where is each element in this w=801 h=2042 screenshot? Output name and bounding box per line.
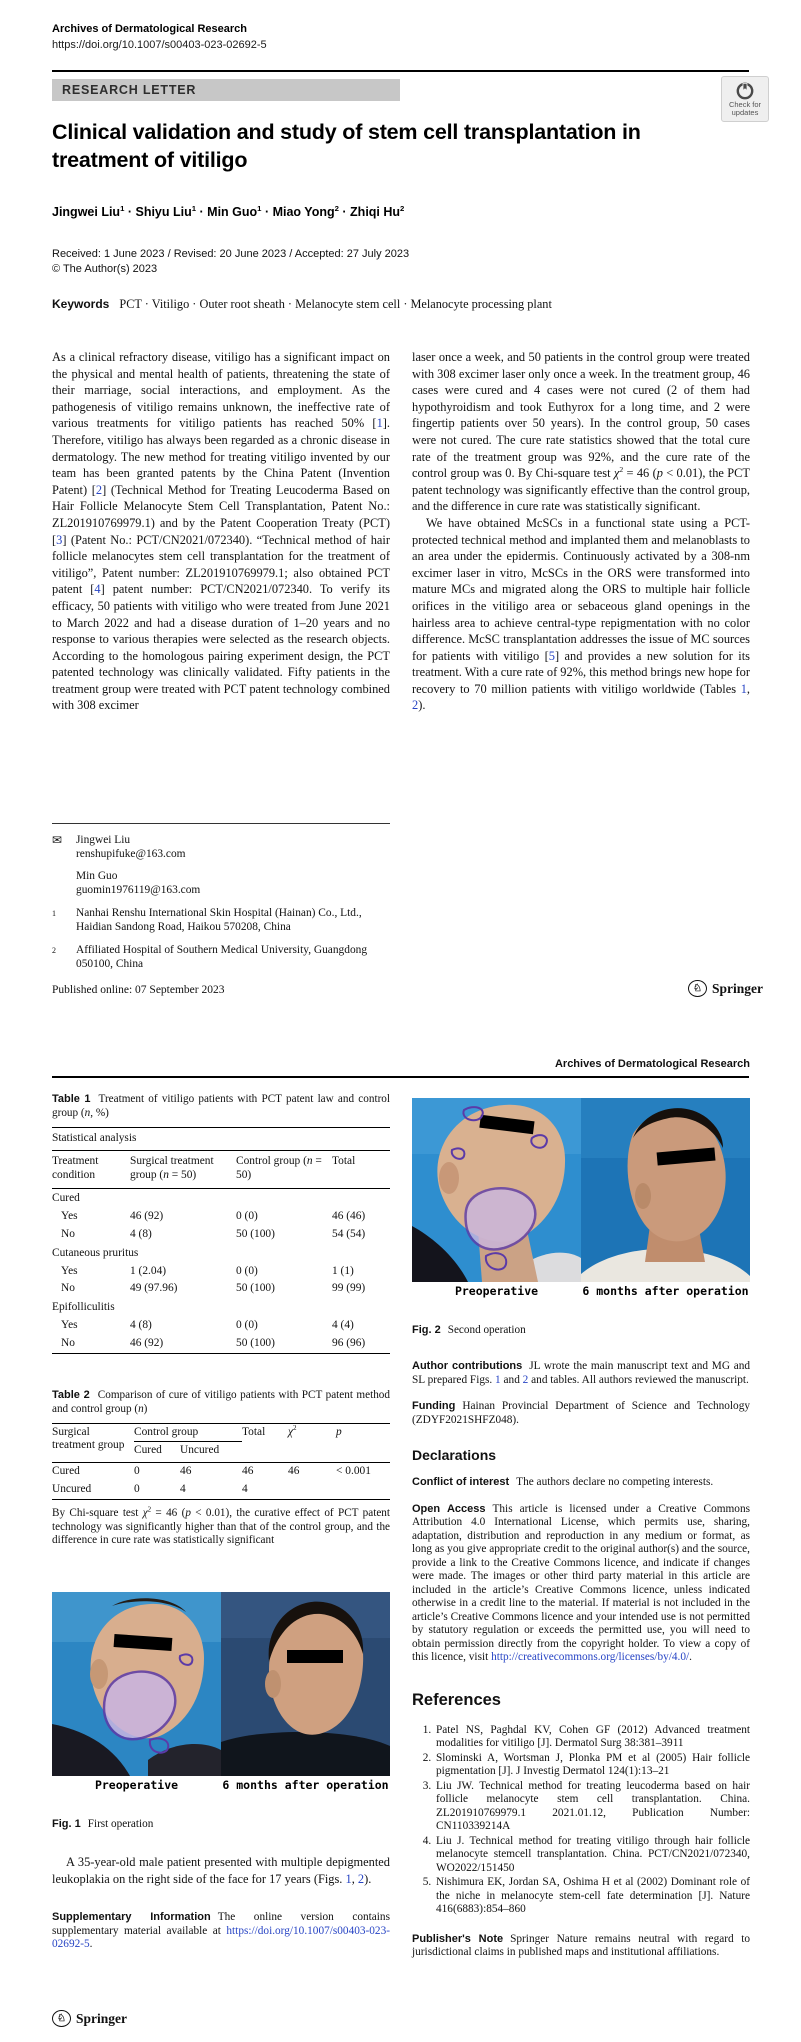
table-cell: 4 (242, 1482, 248, 1495)
body-column-left (52, 349, 390, 714)
figure-1-labels (52, 1776, 390, 1794)
table-cell: 46 (92) (130, 1210, 164, 1223)
link[interactable]: 2 (412, 698, 419, 713)
table-cell: No (61, 1282, 75, 1295)
table-cell: $\chi^2$ (288, 1423, 336, 1463)
table-row (52, 1280, 390, 1298)
check-for-updates-badge[interactable] (721, 76, 769, 122)
table2-caption: Table 2 Comparison of cure of vitiligo patients with PCT patent method and control group (n) (52, 1388, 390, 1415)
affiliation-text: Affiliated Hospital of Southern Medical University, Guangdong 050100, China (76, 944, 368, 970)
table-row (52, 1263, 390, 1281)
fig1-left-label: Preoperative (94, 1778, 179, 1793)
table-cell (336, 1481, 390, 1499)
table-cell: No (61, 1227, 75, 1240)
link[interactable]: 4 (94, 582, 101, 597)
table-cell: Epifolliculitis (52, 1301, 115, 1314)
link[interactable]: 1 (740, 681, 747, 696)
table-cell: 0 (0) (236, 1264, 258, 1277)
table-cell: Cutaneous pruritus (52, 1246, 139, 1259)
table-cell (288, 1481, 336, 1499)
table-cell: 96 (96) (332, 1336, 366, 1349)
table-cell: 0 (134, 1465, 140, 1478)
table-cell: 0 (0) (236, 1210, 258, 1223)
table-cell: No (61, 1336, 75, 1349)
table-cell: Yes (61, 1210, 78, 1223)
case-paragraph: A 35-year-old male patient presented with multiple depigmented leukoplakia on the right side of the face for 17 years (Figs. 1, 2). (52, 1855, 390, 1886)
page-1 (0, 0, 801, 1008)
table-header-row (52, 1423, 390, 1442)
table-cell: 49 (97.96) (130, 1282, 178, 1295)
table-cell: 54 (54) (332, 1227, 366, 1240)
header-rule (52, 70, 749, 72)
springer-wordmark: Springer (76, 2010, 128, 2026)
table-cell: 99 (99) (332, 1282, 366, 1295)
reference-item: 1. Patel NS, Paghdal KV, Cohen GF (2012) Advanced treatment modalities for vitiligo [J]. Dermatol Surg 38:381–3911 (434, 1724, 750, 1751)
table-cell: Surgical treatment group (n = 50) (130, 1150, 236, 1189)
conflict-label: Conflict of interest (412, 1476, 510, 1488)
table-cell: 4 (8) (130, 1227, 152, 1240)
table-cell: Statistical analysis (52, 1128, 390, 1151)
fig1-postoperative-photo (221, 1592, 390, 1776)
copyright-line: © The Author(s) 2023 (52, 263, 158, 275)
link[interactable]: 2 (95, 482, 103, 497)
article-title: Clinical validation and study of stem cell transplantation in treatment of vitiligo (52, 120, 641, 172)
badge-text: Check for updates (728, 99, 762, 117)
funding-label: Funding (412, 1400, 456, 1412)
footnote-rule (52, 823, 390, 824)
open-access: Open Access This article is licensed under a Creative Commons Attribution 4.0 International License, which permits use, sharing, adaptation, distribution and reproduction in any medium or format, as long as you give appropriate credit to the original author(s) and the source, provide a link to the Creative Commons licence, and indicate if changes were made. The images or other third party material in this article are included in the article’s Creative Commons licence, unless indicated otherwise in a credit line to the material. If material is not included in the article’s Creative Commons licence and your intended use is not permitted by statutory regulation or exceeds the permitted use, you will need to obtain permission directly from the copyright holder. To view a copy of this licence, visit http://creativecommons.org/licenses/by/4.0/. (412, 1502, 750, 1663)
table-cell: Cured (52, 1192, 80, 1205)
body-paragraph: laser once a week, and 50 patients in the control group were treated with 308 excimer laser only once a week. In the treatment group, 46 cases were cured and 4 cases were not cured (2 of them had hypothyroidism and took Euthyrox for a long time, and 2 were fingertip patients over 50 years). In the control group, 50 cases were not cured. The cure rate statistics showed that the total cure rate of the treatment group was 92%, and the cure rate of the control group was 0. By Chi-square test $\chi^2 = 46$ (p < 0.01), the PCT patent technology was significantly effective than the control group, and the difference in cure rate was statistically significant. (412, 350, 751, 514)
fig1-caption-label: Fig. 1 (52, 1818, 81, 1831)
article-type-banner (52, 79, 400, 101)
corresponding-author (52, 833, 390, 861)
publishers-note-label: Publisher's Note (412, 1932, 504, 1945)
table-row (52, 1128, 390, 1151)
springer-horse-icon: ♘ (52, 2010, 71, 2027)
received-dates: Received: 1 June 2023 / Revised: 20 June 2023 / Accepted: 27 July 2023 (52, 248, 410, 260)
published-online: Published online: 07 September 2023 (52, 984, 225, 996)
email-icon: ✉ (52, 833, 63, 847)
figure-2-caption: Fig. 2 Second operation (412, 1324, 526, 1336)
supplementary-information: Supplementary Information The online version contains supplementary material available at https://doi.org/10.1007/s00403-023-02692-5. (52, 1911, 390, 1951)
table-cell: 4 (4) (332, 1318, 354, 1331)
supplementary-label: Supplementary Information (52, 1911, 211, 1924)
table-cell: 46 (288, 1465, 300, 1478)
funding: Funding Hainan Provincial Department of Science and Technology (ZDYF2021SHFZ048). (412, 1400, 750, 1426)
link[interactable]: 5 (548, 648, 555, 663)
table-row (52, 1298, 390, 1317)
table-row (52, 1244, 390, 1263)
table-cell: 50 (100) (236, 1227, 275, 1240)
keywords-line (52, 297, 749, 312)
table-row (52, 1226, 390, 1244)
affiliation-number: 2 (52, 946, 56, 955)
table-2 (52, 1423, 390, 1500)
table-row (52, 1317, 390, 1335)
table-row (52, 1481, 390, 1499)
correspondence-block (52, 833, 390, 971)
page2-column-left (52, 1092, 390, 1965)
reference-item: 3. Liu JW. Technical method for treating leucoderma based on hair follicle melanocyte stem cell transplantation. China. ZL201910769979.1 2021.01.12, Publication Number: CN110339214A (434, 1780, 750, 1834)
corresponding-author-email[interactable]: renshupifuke@163.com (76, 848, 186, 860)
table-cell: 46 (46) (332, 1210, 366, 1223)
author-contributions: Author contributions JL wrote the main manuscript text and MG and SL prepared Figs. 1 and 2 and tables. All authors reviewed the manuscript. (412, 1360, 751, 1386)
table-cell: Total (332, 1150, 390, 1189)
springer-horse-icon: ♘ (688, 980, 707, 997)
table-cell: 50 (100) (236, 1336, 275, 1349)
corresponding-author-name: Jingwei Liu (76, 834, 131, 846)
table-cell: 1 (2.04) (130, 1264, 167, 1277)
fig2-left-label: Preoperative (454, 1284, 539, 1298)
running-head: Archives of Dermatological Research (554, 1058, 750, 1070)
table-cell: Control group (n = 50) (236, 1150, 332, 1189)
reference-item: 5. Nishimura EK, Jordan SA, Oshima H et al (2002) Dominant role of the niche in melanocyte stem-cell fate determination [J]. Nature 416(6883):854–860 (434, 1876, 750, 1917)
table2-label: Table 2 (52, 1388, 90, 1401)
link[interactable]: 1 (495, 1373, 501, 1386)
figure-2-photos (412, 1098, 750, 1282)
declarations-heading: Declarations (412, 1447, 497, 1463)
table-cell: Uncured (180, 1442, 242, 1463)
table-cell: Total (242, 1423, 288, 1463)
table-cell: 1 (1) (332, 1264, 354, 1277)
table-cell: 46 (180, 1465, 192, 1478)
table-cell: 4 (8) (130, 1318, 152, 1331)
article-type-label: RESEARCH LETTER (62, 83, 197, 97)
table-cell: 0 (0) (236, 1318, 258, 1331)
corresponding-author (52, 869, 390, 897)
keywords-label: Keywords (52, 297, 110, 311)
figure-1-caption: Fig. 1 First operation (52, 1818, 154, 1831)
reference-item: 4. Liu J. Technical method for treating vitiligo through hair follicle melanocyte stemcell transplantation. China. PCT/CN2021/072340, WO2022/151450 (434, 1835, 750, 1876)
figure-1 (52, 1592, 390, 1794)
body-paragraph: We have obtained McSCs in a functional state using a PCT-protected technical method and implanted them and melanoblasts to an area under the epidermis. Continuously activated by a 308-nm excimer laser in vitro, McSCs in the ORS were transformed into mature MCs and migrated along the ORS to multiple hair follicle orifices in the vitiligo area or sebaceous gland openings in the hairless area to achieve central-type repigmentation with no color difference. McSC transplantation addresses the issue of MC sources for patients with vitiligo [5] and provides a new solution for its treatment. With a cure rate of 92%, this method brings new hope for recovery to 70 million patients with vitiligo worldwide (Tables 1, 2). (412, 515, 750, 713)
doi-link[interactable]: https://doi.org/10.1007/s00403-023-02692-5 (52, 39, 267, 51)
publishers-note: Publisher's Note Springer Nature remains neutral with regard to jurisdictional claims in published maps and institutional affiliations. (412, 1932, 750, 1958)
table-cell: Yes (61, 1264, 78, 1277)
corresponding-author-name: Min Guo (76, 870, 118, 882)
table-cell: Uncured (52, 1482, 92, 1495)
figure-2 (412, 1098, 750, 1300)
fig2-right-label: 6 months after operation (582, 1284, 749, 1298)
link[interactable]: 1 (345, 1871, 352, 1886)
figure-2-labels (412, 1282, 750, 1300)
link[interactable]: http://creativecommons.org/licenses/by/4.0/ (491, 1651, 690, 1663)
page-2 (0, 1016, 801, 2042)
table-cell: < 0.001 (336, 1465, 371, 1478)
fig1-preoperative-photo (52, 1592, 221, 1776)
affiliation (52, 906, 390, 934)
body-paragraph: As a clinical refractory disease, vitiligo has a significant impact on the physical and mental health of patients, threatening the state of their marriage, social interactions, and employment. As the pathogenesis of vitiligo remains unknown, the ineffective rate of various treatments for vitiligo patients has reached 50% [1]. Therefore, vitiligo has always been regarded as a chronic disease in dermatology. The new method for treating vitiligo invented by our team has been granted patents by the China Patent (Invention Patent) [2] (Technical Method for Treating Leucoderma Based on Hair Follicle Melanocyte Stem Cell Transplantation, Patent No.: ZL201910769979.1) and by the Patent Cooperation Treaty (PCT) [3] (Patent No.: PCT/CN2021/072340). “Technical method of hair follicle melanocytes stem cell transplantation for the treatment of vitiligo”, Patent number: ZL201910769979.1; also obtained PCT patent [4] patent number: PCT/CN2021/072340. To verify its efficacy, 50 patients with vitiligo who were treated from June 2021 to March 2022 and had a disease duration of 1–20 years and no response to various therapies were selected as the research objects. According to the homologous pairing experiment design, the PCT patented technology was clinically validated. Fifty patients in the treatment group were treated with PCT patent technology combined with 308 excimer (52, 350, 391, 713)
running-head-rule (52, 1076, 749, 1078)
table-cell: Cured (52, 1465, 80, 1478)
references-heading: References (412, 1690, 501, 1709)
figure-1-photos (52, 1592, 390, 1776)
body-column-right (412, 349, 750, 714)
fig2-postoperative-photo (581, 1098, 750, 1282)
open-access-label: Open Access (412, 1502, 486, 1515)
table2-footnote: By Chi-square test $\chi^2 = 46$ (p < 0.01), the curative effect of PCT patent technology was significantly higher than that of the control group, and the difference in cure rate was statistically significant (52, 1505, 390, 1547)
table-1 (52, 1127, 390, 1354)
author-contributions-label: Author contributions (412, 1360, 523, 1372)
link[interactable]: 3 (56, 532, 63, 547)
authors-line: Jingwei Liu$^1$ · Shiyu Liu$^1$ · Min Guo$^1$ · Miao Yong$^2$ · Zhiqi Hu$^2$ (52, 203, 405, 219)
table-row (52, 1335, 390, 1353)
table-cell: 0 (134, 1482, 140, 1495)
fig2-caption-label: Fig. 2 (412, 1324, 441, 1336)
table-cell: Treatment condition (52, 1150, 130, 1189)
table-cell: Surgical treatment group (52, 1423, 134, 1463)
table-header-row (52, 1150, 390, 1189)
table-cell: 50 (100) (236, 1282, 275, 1295)
table-row (52, 1208, 390, 1226)
table-cell: Yes (61, 1318, 78, 1331)
page2-column-right (412, 1098, 750, 1973)
conflict-of-interest: Conflict of interest The authors declare no competing interests. (412, 1476, 714, 1488)
table-cell: 4 (180, 1482, 186, 1495)
link[interactable]: 2 (522, 1373, 529, 1386)
springer-logo (688, 980, 763, 997)
affiliation (52, 943, 390, 971)
table-cell: 46 (92) (130, 1336, 164, 1349)
table1-label: Table 1 (52, 1093, 91, 1105)
table-cell: Control group (134, 1423, 242, 1442)
keywords-text: PCT · Vitiligo · Outer root sheath · Melanocyte stem cell · Melanocyte processing plant (119, 297, 552, 311)
springer-wordmark: Springer (712, 980, 764, 996)
table-cell: 46 (242, 1465, 254, 1478)
fig1-right-label: 6 months after operation (222, 1778, 389, 1793)
springer-logo (52, 2010, 127, 2027)
table-row (52, 1189, 390, 1208)
table-cell: p (336, 1423, 390, 1463)
table-row (52, 1463, 390, 1481)
table-cell: Cured (134, 1442, 180, 1463)
affiliation-number: 1 (52, 909, 56, 918)
link[interactable]: https://doi.org/10.1007/s00403-023-02692-5 (52, 1924, 390, 1951)
fig2-preoperative-photo (412, 1098, 581, 1282)
table1-caption: Table 1 Treatment of vitiligo patients with PCT patent law and control group (n, %) (52, 1093, 390, 1119)
reference-item: 2. Slominski A, Wortsman J, Plonka PM et al (2005) Hair follicle pigmentation [J]. J Investig Dermatol 124(1):13–21 (434, 1752, 750, 1779)
reference-list (412, 1724, 750, 1917)
corresponding-author-email[interactable]: guomin1976119@163.com (76, 884, 201, 896)
link[interactable]: 2 (357, 1871, 365, 1886)
affiliation-text: Nanhai Renshu International Skin Hospital (Hainan) Co., Ltd., Haidian Sandong Road, Haikou 570208, China (76, 907, 362, 933)
update-ring-icon (735, 81, 755, 101)
link[interactable]: 1 (376, 416, 383, 431)
journal-name: Archives of Dermatological Research (52, 23, 248, 35)
